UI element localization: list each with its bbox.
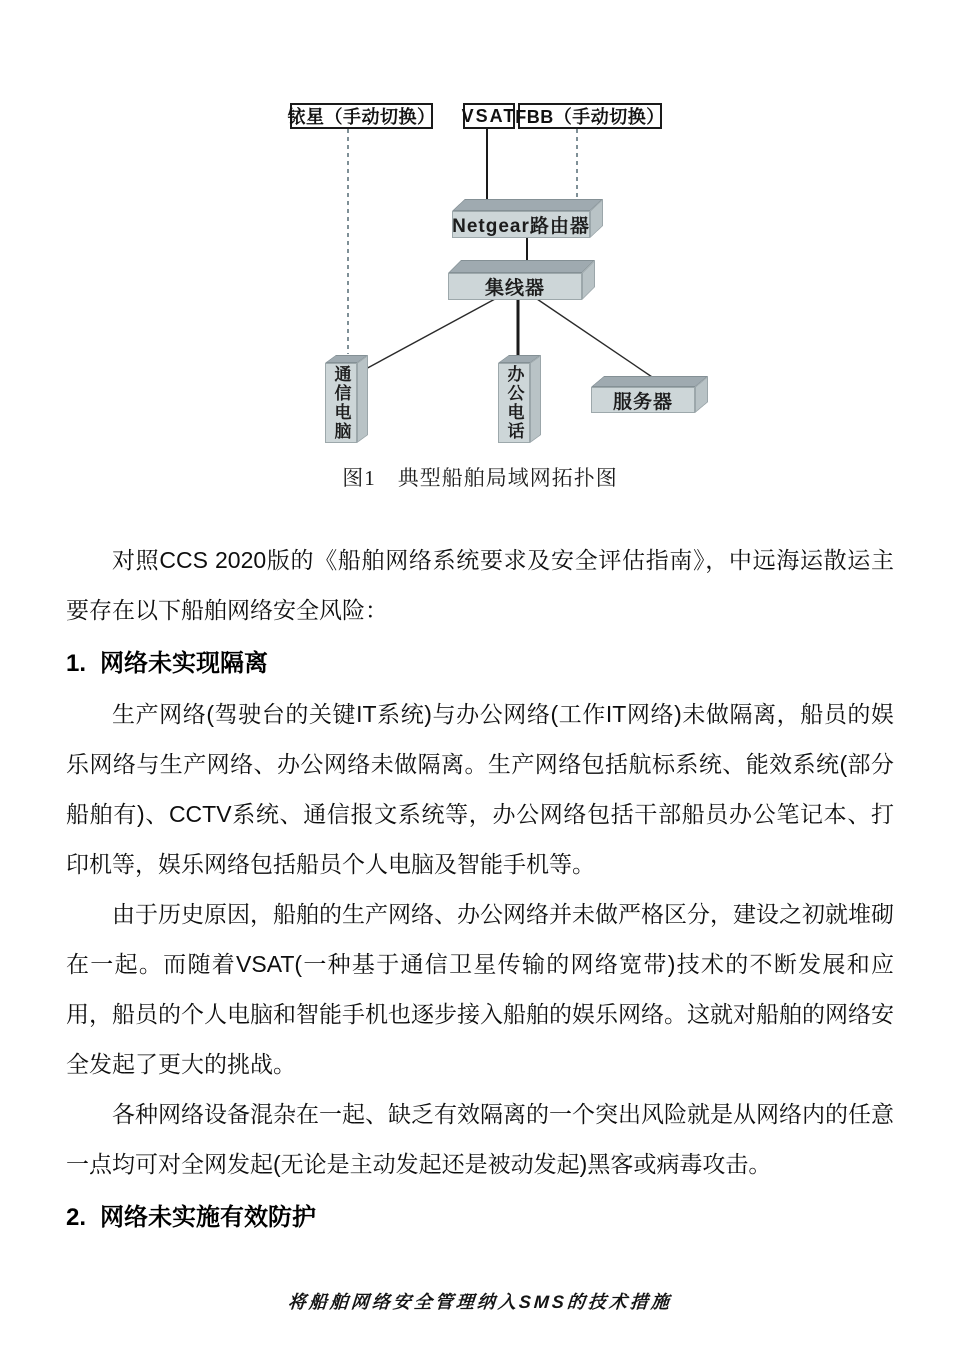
router-box-front-face <box>452 211 590 238</box>
office-phone-box-side-face <box>530 355 541 443</box>
wire-hub-to-comm-computer <box>362 299 495 371</box>
hub-box-front-face <box>448 273 582 300</box>
node-fbb-label: FBB（手动切换） <box>515 107 665 127</box>
network-topology-figure <box>0 0 960 500</box>
node-vsat-label: VSAT <box>461 105 517 126</box>
figure-caption: 图1 典型船舶局域网拓扑图 <box>342 466 618 490</box>
node-vsat <box>463 103 515 129</box>
node-hub-label: 集线器 <box>484 278 545 299</box>
heading-1-title: 网络未实现隔离 <box>100 650 269 677</box>
paragraph-sec1-3: 各种网络设备混杂在一起、缺乏有效隔离的一个突出风险就是从网络内的任意一点均可对全网发起(无论是主动发起还是被动发起)黑客或病毒攻击。 <box>66 1101 894 1177</box>
heading-2-number: 2. <box>66 1204 87 1231</box>
paragraph-sec1-1: 生产网络(驾驶台的关键IT系统)与办公网络(工作IT网络)未做隔离，船员的娱乐网络与生产网络、办公网络未做隔离。生产网络包括航标系统、能效系统(部分船舶有)、CCTV系统、通信报文系统等，办公网络包括干部船员办公笔记本、打印机等，娱乐网络包括船员个人电脑及智能手机等。 <box>66 701 894 877</box>
server-box-top-face <box>591 376 708 387</box>
paragraph-sec1-2: 由于历史原因，船舶的生产网络、办公网络并未做严格区分，建设之初就堆砌在一起。而随着VSAT(一种基于通信卫星传输的网络宽带)技术的不断发展和应用，船员的个人电脑和智能手机也逐步接入船舶的娱乐网络。这就对船舶的网络安全发起了更大的挑战。 <box>66 901 894 1077</box>
office-phone-box-front-face <box>498 363 530 443</box>
comm-computer-box-front-face <box>325 363 357 443</box>
node-office-phone-label: 办公电话 <box>504 365 524 441</box>
comm-computer-box-side-face <box>357 355 368 443</box>
node-fbb <box>515 103 665 129</box>
hub-box-top-face <box>448 260 595 273</box>
connector-lines <box>0 0 960 500</box>
page-footer-title: 将船舶网络安全管理纳入SMS的技术措施 <box>287 1292 673 1312</box>
heading-2-title: 网络未实施有效防护 <box>100 1204 317 1231</box>
node-comm-computer-label: 通信电脑 <box>331 365 351 441</box>
node-router-label: Netgear路由器 <box>452 216 590 237</box>
node-iridium-label: 铱星（手动切换） <box>287 107 436 127</box>
heading-1-number: 1. <box>66 650 87 677</box>
router-box-top-face <box>452 199 603 211</box>
heading-section-1 <box>66 639 894 689</box>
wire-hub-to-server <box>537 299 658 381</box>
paragraph-intro: 对照CCS 2020版的《船舶网络系统要求及安全评估指南》，中远海运散运主要存在以下船舶网络安全风险： <box>66 547 894 623</box>
node-iridium <box>287 103 436 129</box>
document-body <box>66 535 894 1243</box>
heading-section-2 <box>66 1193 894 1243</box>
node-server-label: 服务器 <box>612 391 673 413</box>
server-box-front-face <box>591 387 695 413</box>
